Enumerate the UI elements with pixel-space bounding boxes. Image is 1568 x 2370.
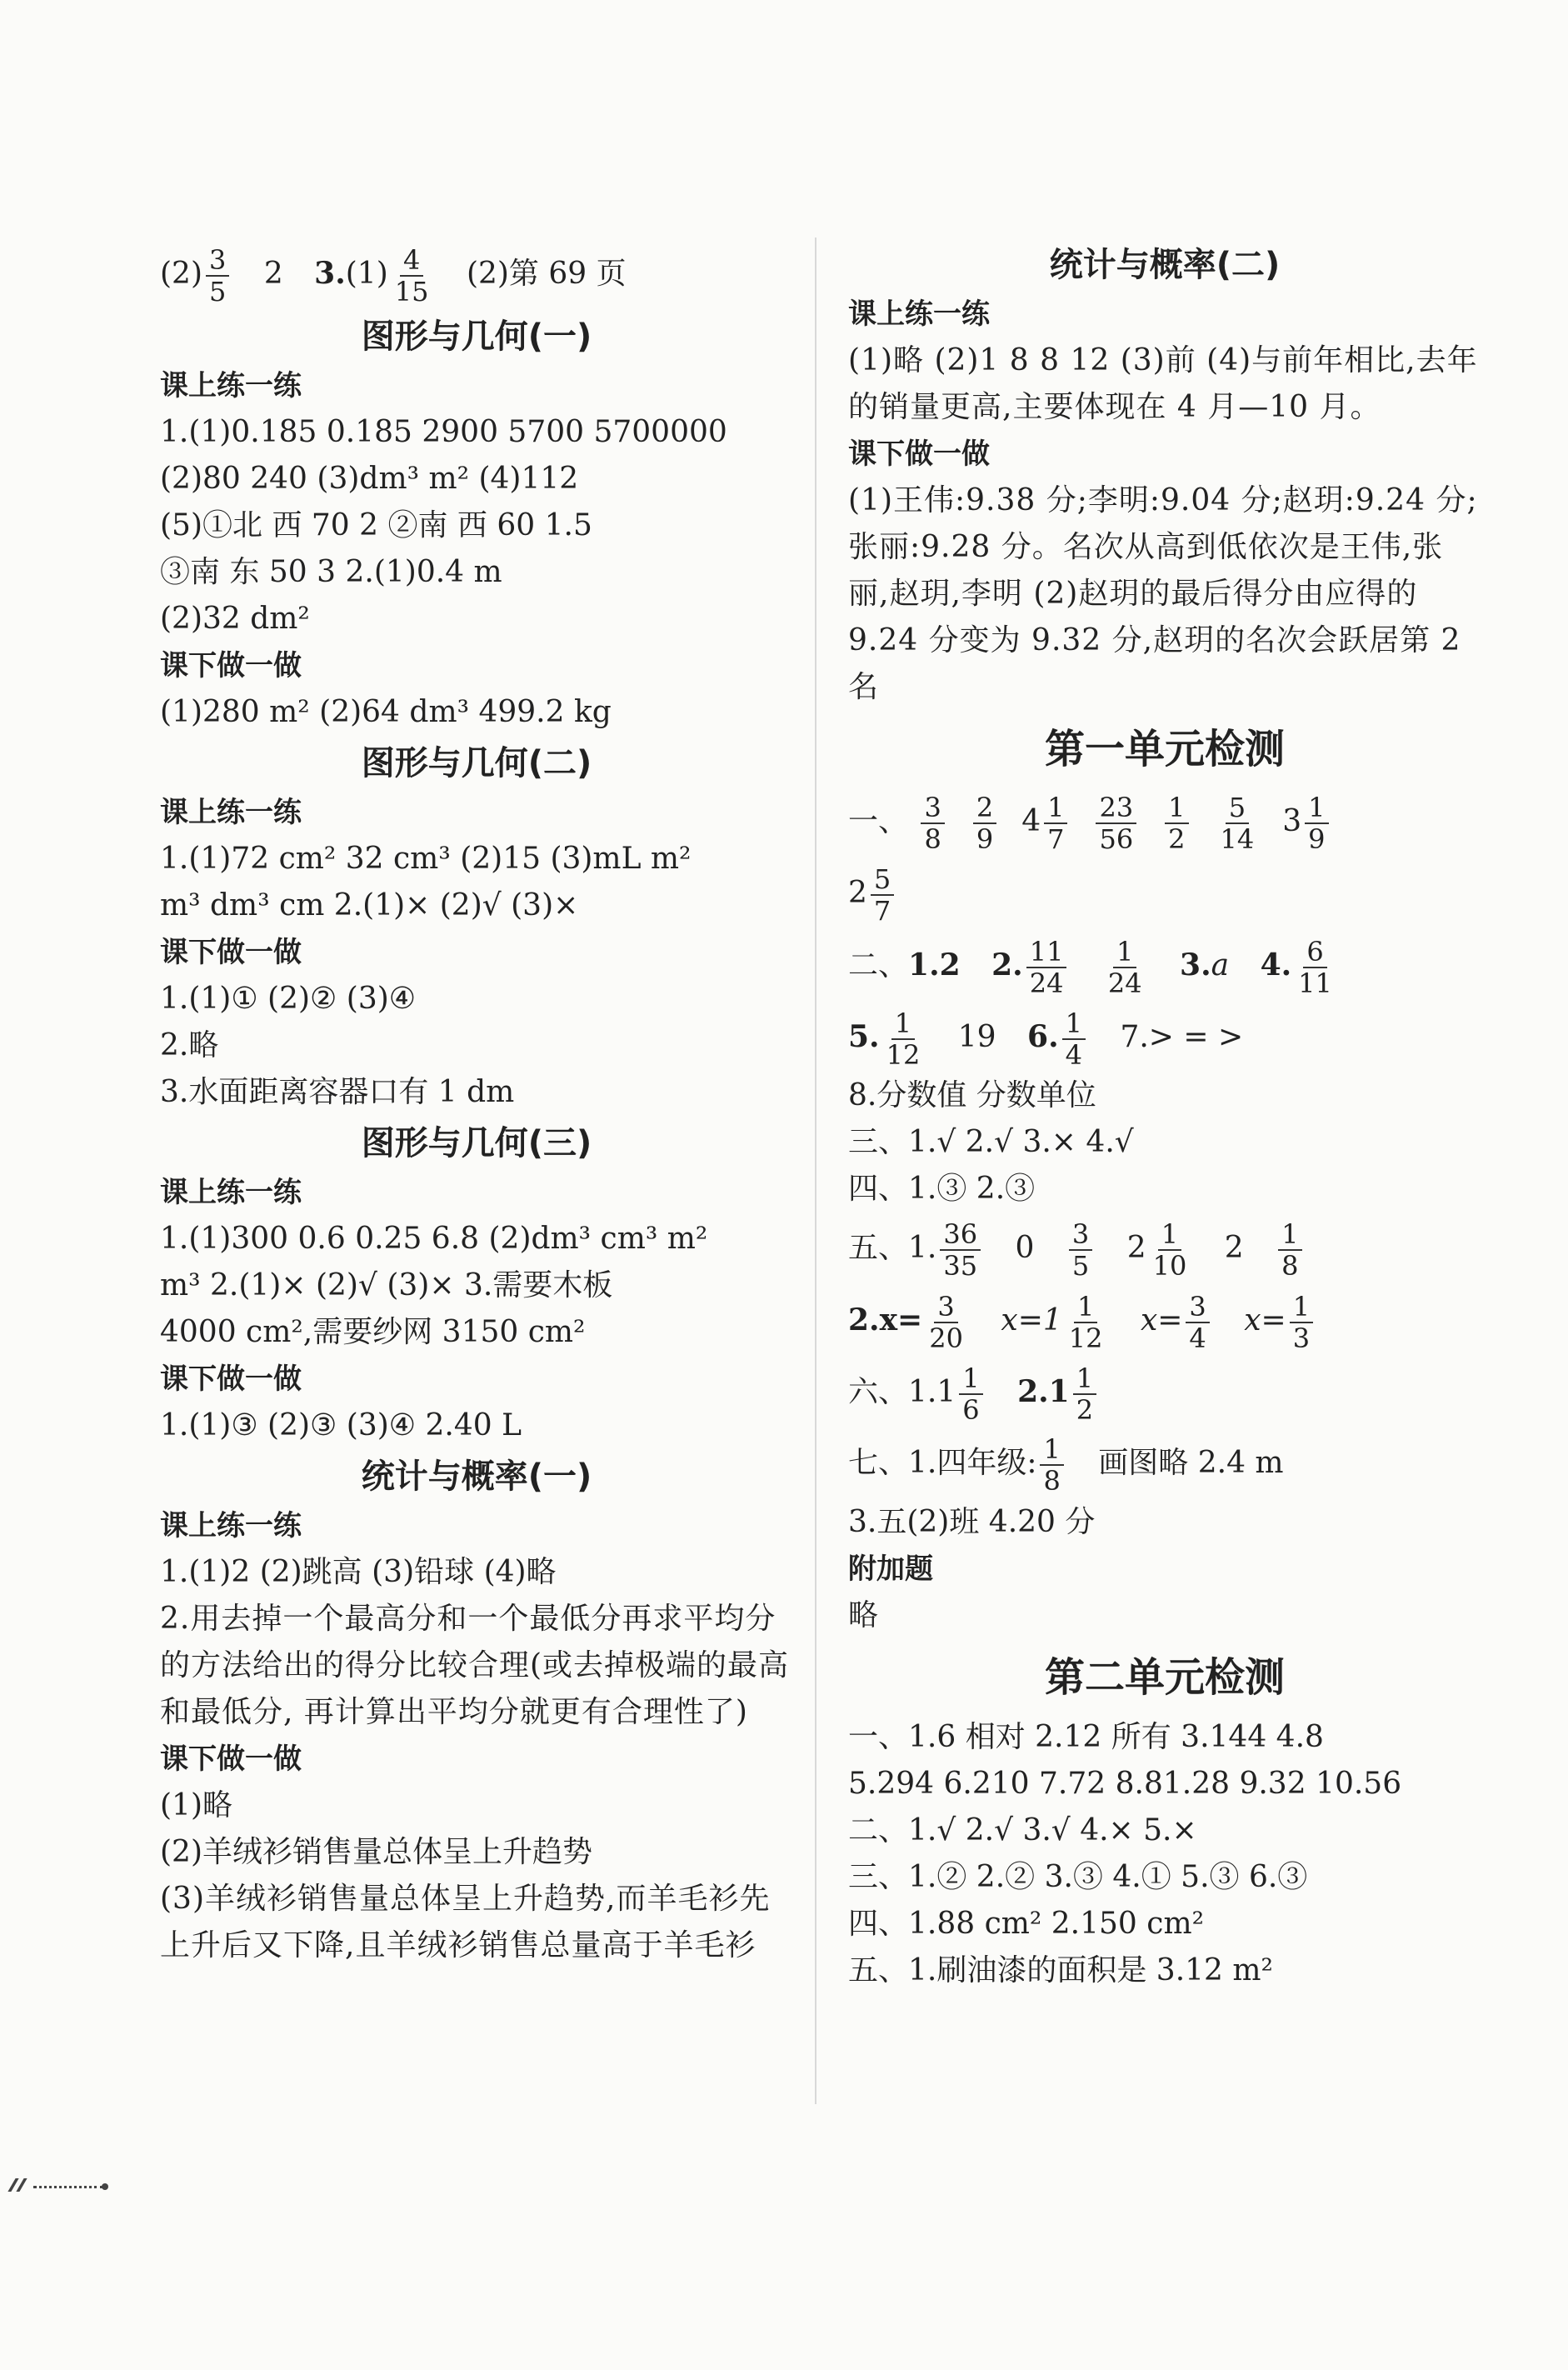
fraction	[1305, 792, 1328, 854]
question-number: 6.	[1027, 1019, 1059, 1054]
answer-line	[848, 929, 1481, 1001]
denominator: 7	[873, 895, 891, 927]
whole-part: 2	[1126, 1231, 1146, 1265]
answer-line: 二、1.√ 2.√ 3.√ 4.× 5.×	[848, 1813, 1197, 1848]
subsection-title: 课上练一练	[160, 1509, 302, 1542]
answer-line: 1.(1)③ (2)③ (3)④ 2.40 L	[160, 1408, 522, 1442]
equation-text: x=1	[1001, 1303, 1062, 1338]
answer-line	[848, 1001, 1481, 1072]
question-number: 一、	[848, 804, 909, 838]
question-number: 5.	[848, 1019, 880, 1054]
denominator: 20	[929, 1322, 963, 1354]
denominator: 7	[1047, 823, 1065, 855]
subsection-title: 课上练一练	[848, 298, 990, 331]
denominator: 56	[1099, 823, 1134, 855]
answer-text: 2	[1224, 1231, 1244, 1265]
answer-text: (2)第 69 页	[466, 257, 627, 291]
answer-line: 三、1.② 2.② 3.③ 4.① 5.③ 6.③	[848, 1860, 1308, 1894]
answer-text: (2)	[160, 257, 202, 291]
question-number: 六、1.1	[848, 1375, 956, 1409]
section-title: 图形与几何(一)	[361, 318, 592, 356]
answer-text: 画图略 2.4 m	[1098, 1446, 1284, 1480]
answer-line: 5.294 6.210 7.72 8.81.28 9.32 10.56	[848, 1767, 1402, 1801]
answer-line: (2)80 240 (3)dm³ m² (4)112	[160, 462, 579, 496]
numerator: 3	[921, 792, 944, 824]
answer-paragraph: (3)羊绒衫销售量总体呈上升趋势,而羊毛衫先上升后又下降,且羊绒衫销售总量高于羊毛衫	[160, 1882, 771, 1962]
subsection-title: 课上练一练	[160, 369, 302, 402]
denominator: 5	[209, 276, 227, 308]
right-column	[848, 238, 1481, 1994]
answer-line: (2)32 dm²	[160, 602, 310, 636]
denominator: 6	[962, 1394, 980, 1426]
page-corner-ornament	[12, 2182, 103, 2192]
answer-line: 1.(1)0.185 0.185 2900 5700 5700000	[160, 415, 727, 449]
numerator: 1	[1278, 1219, 1301, 1251]
subsection-title: 课下做一做	[848, 438, 990, 471]
equation-text: x=	[1244, 1303, 1286, 1338]
answer-line: 1.(1)72 cm² 32 cm³ (2)15 (3)mL m²	[160, 842, 692, 876]
subsection-title: 课下做一做	[160, 1742, 302, 1776]
subsection-title: 课下做一做	[160, 649, 302, 682]
subsection-title: 课上练一练	[160, 796, 302, 829]
fraction	[1150, 1219, 1191, 1281]
whole-part: 3	[1282, 804, 1302, 838]
numerator: 1	[1074, 1292, 1097, 1323]
answer-line	[848, 1428, 1481, 1499]
answer-line: 三、1.√ 2.√ 3.× 4.√	[848, 1125, 1134, 1159]
answer-line: ③南 东 50 3 2.(1)0.4 m	[160, 555, 502, 589]
denominator: 2	[1076, 1394, 1094, 1426]
fraction	[1026, 937, 1067, 998]
denominator: 3	[1292, 1322, 1311, 1354]
denominator: 35	[943, 1250, 978, 1282]
numerator: 1	[1044, 792, 1067, 824]
question-number: 4.	[1260, 948, 1292, 982]
left-column	[160, 238, 793, 1969]
denominator: 4	[1189, 1322, 1206, 1354]
section-title: 图形与几何(三)	[361, 1124, 592, 1162]
numerator: 23	[1096, 792, 1136, 824]
fraction	[883, 1008, 924, 1070]
answer-line: (1)280 m² (2)64 dm³ 499.2 kg	[160, 695, 612, 729]
numerator: 3	[1186, 1292, 1209, 1323]
fraction	[940, 1219, 981, 1281]
equation-text: x=	[1140, 1303, 1183, 1338]
denominator: 5	[1071, 1250, 1090, 1282]
denominator: 8	[924, 823, 941, 855]
numerator: 1	[891, 1008, 915, 1040]
answer-line: 1.(1)2 (2)跳高 (3)铅球 (4)略	[160, 1555, 557, 1589]
whole-part: 4	[1021, 804, 1041, 838]
subsection-title: 附加题	[848, 1552, 933, 1586]
mixed-number	[1161, 792, 1191, 855]
fraction	[1073, 1363, 1096, 1425]
denominator: 8	[1281, 1250, 1299, 1282]
unit-test-title: 第一单元检测	[1044, 726, 1285, 772]
answer-line: 2.略	[160, 1028, 219, 1062]
question-number: 3.	[1180, 948, 1211, 982]
question-number: 二、	[848, 948, 909, 982]
numerator: 5	[871, 864, 894, 896]
numerator: 36	[940, 1219, 981, 1251]
fraction	[926, 1292, 966, 1353]
denominator: 24	[1107, 968, 1142, 999]
numerator: 1	[1073, 1363, 1096, 1395]
mixed-number	[1126, 1218, 1194, 1282]
section-title: 图形与几何(二)	[361, 744, 592, 782]
answer-line	[848, 858, 1481, 929]
equation-text: 2.x=	[848, 1302, 923, 1338]
answer-line: 四、1.③ 2.③	[848, 1172, 1036, 1206]
question-number: 2.	[991, 948, 1023, 982]
numerator: 11	[1026, 937, 1067, 968]
unit-test-title: 第二单元检测	[1044, 1654, 1285, 1701]
answer-line: (2)羊绒衫销售量总体呈上升趋势	[160, 1835, 592, 1869]
numerator: 5	[1226, 792, 1249, 824]
answer-paragraph: (1)略 (2)1 8 8 12 (3)前 (4)与前年相比,去年的销量更高,主要体现在 4 月—10 月。	[848, 343, 1478, 424]
numerator: 3	[934, 1292, 957, 1323]
subsection-title: 课下做一做	[160, 936, 302, 969]
mixed-number	[1214, 792, 1261, 855]
fraction	[1096, 792, 1136, 854]
fraction	[1165, 792, 1188, 854]
denominator: 14	[1220, 823, 1255, 855]
fraction	[1217, 792, 1258, 854]
denominator: 10	[1152, 1250, 1187, 1282]
answer-line: 3.水面距离容器口有 1 dm	[160, 1075, 515, 1109]
numerator: 1	[1290, 1292, 1313, 1323]
answer-text: 19	[957, 1020, 996, 1054]
answer-text: 0	[1015, 1231, 1035, 1265]
whole-part: 2	[848, 876, 867, 910]
mixed-number	[1021, 792, 1071, 855]
denominator: 15	[394, 276, 429, 308]
denominator: 12	[886, 1039, 921, 1071]
fraction	[1278, 1219, 1301, 1281]
numerator: 1	[1040, 1434, 1063, 1466]
denominator: 2	[1168, 823, 1186, 855]
answer-line	[848, 786, 1481, 858]
numerator: 1	[1158, 1219, 1181, 1251]
numerator: 1	[1113, 937, 1136, 968]
fraction	[973, 792, 996, 854]
denominator: 24	[1029, 968, 1064, 999]
fraction	[1290, 1292, 1313, 1353]
numerator: 4	[400, 245, 423, 277]
answer-line: m³ dm³ cm 2.(1)× (2)√ (3)×	[160, 888, 579, 922]
question-number: 2.1	[1017, 1374, 1070, 1409]
answer-text: a	[1211, 948, 1230, 982]
numerator: 2	[973, 792, 996, 824]
fraction	[1040, 1434, 1063, 1496]
fraction	[1186, 1292, 1209, 1353]
numerator: 1	[1165, 792, 1188, 824]
question-number: 七、1.四年级:	[848, 1446, 1037, 1480]
answer-line: 略	[848, 1598, 879, 1632]
numerator: 1	[959, 1363, 982, 1395]
answer-line: 3.五(2)班 4.20 分	[848, 1505, 1096, 1539]
answer-line: 4000 cm²,需要纱网 3150 cm²	[160, 1315, 586, 1349]
answer-line: 8.分数值 分数单位	[848, 1078, 1096, 1112]
answer-line	[848, 1212, 1481, 1284]
fraction	[392, 245, 432, 307]
denominator: 9	[1308, 823, 1326, 855]
fraction	[1069, 1219, 1092, 1281]
fraction	[1066, 1292, 1106, 1353]
answer-line	[160, 238, 793, 309]
mixed-number	[1092, 792, 1140, 855]
denominator: 8	[1043, 1465, 1061, 1497]
answer-text: 1.2	[908, 948, 961, 982]
numerator: 6	[1303, 937, 1326, 968]
answer-paragraph: 2.用去掉一个最高分和一个最低分再求平均分的方法给出的得分比较合理(或去掉极端的最高和最低分, 再计算出平均分就更有合理性了)	[160, 1602, 790, 1729]
section-title: 统计与概率(二)	[1049, 246, 1281, 284]
subsection-title: 课下做一做	[160, 1362, 302, 1396]
answer-line: 四、1.88 cm² 2.150 cm²	[848, 1907, 1205, 1941]
mixed-number	[848, 863, 897, 927]
fraction	[1062, 1008, 1086, 1070]
fraction	[1105, 937, 1146, 998]
question-number: 3.	[314, 256, 346, 291]
column-divider	[815, 238, 816, 2104]
mixed-number	[1282, 792, 1331, 855]
answer-line: (5)①北 西 70 2 ②南 西 60 1.5	[160, 508, 592, 542]
denominator: 9	[976, 823, 994, 855]
mixed-number	[970, 792, 1000, 855]
answer-text: 7.> = >	[1120, 1020, 1244, 1054]
question-number: 五、1.	[848, 1231, 937, 1265]
answer-paragraph: (1)王伟:9.38 分;李明:9.04 分;赵玥:9.24 分;张丽:9.28 分。名次从高到低依次是王伟,张丽,赵玥,李明 (2)赵玥的最后得分由应得的 9.24 分变为 9.32 分,赵玥的名次会跃居第 2 名	[848, 483, 1478, 704]
denominator: 12	[1068, 1322, 1103, 1354]
fraction	[959, 1363, 982, 1425]
section-title: 统计与概率(一)	[361, 1458, 592, 1496]
answer-line: 1.(1)300 0.6 0.25 6.8 (2)dm³ cm³ m²	[160, 1222, 708, 1256]
answer-line: 五、1.刷油漆的面积是 3.12 m²	[848, 1953, 1273, 1988]
numerator: 1	[1305, 792, 1328, 824]
answer-line	[848, 1284, 1481, 1356]
fraction	[206, 245, 229, 307]
answer-text: (1)	[345, 257, 388, 291]
numerator: 1	[1062, 1008, 1086, 1040]
numerator: 3	[1069, 1219, 1092, 1251]
answer-line	[848, 1356, 1481, 1428]
answer-line: 一、1.6 相对 2.12 所有 3.144 4.8	[848, 1720, 1324, 1754]
answer-text: 2	[263, 257, 283, 291]
mixed-number	[917, 792, 947, 855]
fraction	[1295, 937, 1336, 998]
fraction	[921, 792, 944, 854]
denominator: 11	[1298, 968, 1332, 999]
fraction	[871, 864, 894, 926]
answer-line: (1)略	[160, 1788, 232, 1822]
subsection-title: 课上练一练	[160, 1176, 302, 1209]
answer-line: 1.(1)① (2)② (3)④	[160, 982, 417, 1016]
numerator: 3	[206, 245, 229, 277]
answer-line: m³ 2.(1)× (2)√ (3)× 3.需要木板	[160, 1268, 613, 1302]
denominator: 4	[1065, 1039, 1082, 1071]
fraction	[1044, 792, 1067, 854]
